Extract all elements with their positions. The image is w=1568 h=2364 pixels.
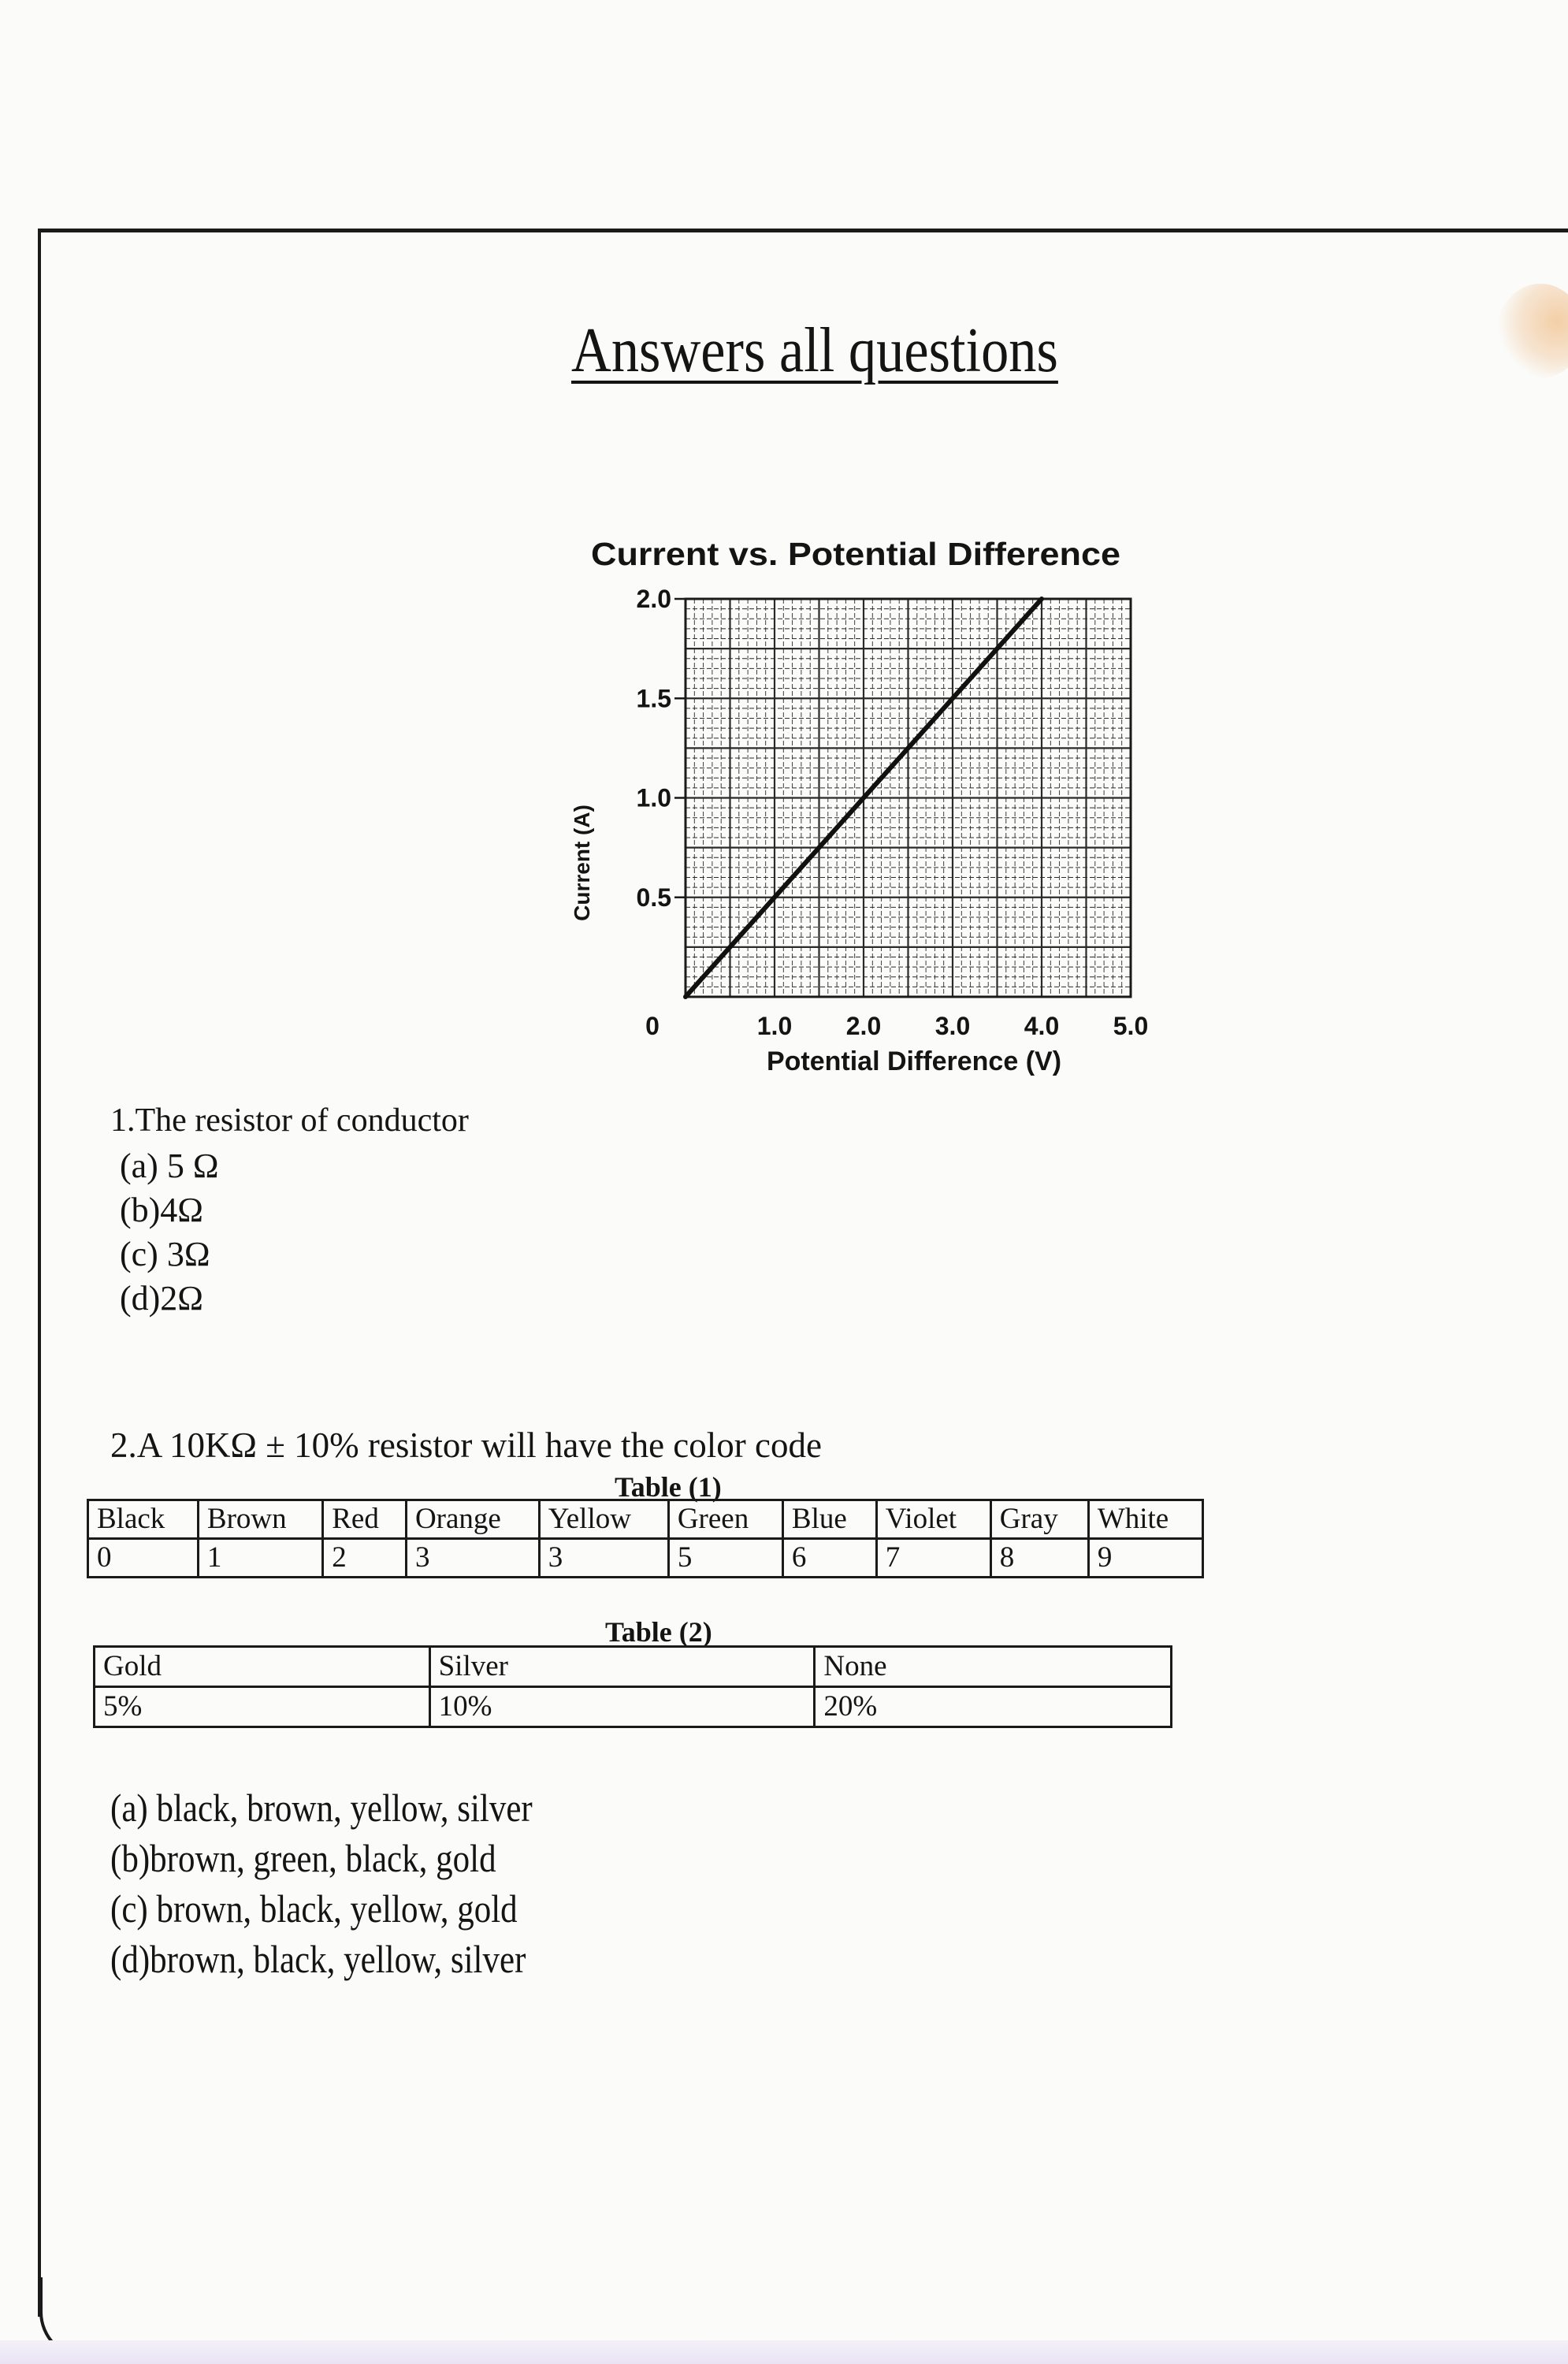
chart-x-axis-label: Potential Difference (V): [766, 1046, 1062, 1076]
question-2-option-c[interactable]: (c) brown, black, yellow, gold: [110, 1886, 518, 1931]
table-cell: Silver: [429, 1647, 815, 1687]
page-frame-left: [38, 229, 41, 2317]
table-cell: Yellow: [539, 1500, 668, 1539]
current-voltage-chart: [544, 524, 1174, 1091]
table-cell: 2: [323, 1539, 407, 1578]
y-tick-label: 2.0: [636, 585, 671, 613]
y-tick-label: 1.5: [636, 684, 671, 713]
question-1-options: [120, 1144, 219, 1321]
question-1-text: 1.The resistor of conductor: [110, 1102, 469, 1139]
table-cell: 9: [1088, 1539, 1202, 1578]
chart-ticks: [637, 585, 1149, 1040]
table-cell: 20%: [815, 1687, 1172, 1727]
table-cell: Brown: [198, 1500, 322, 1539]
tolerance-values-row: [95, 1687, 1172, 1727]
table-cell: None: [815, 1647, 1172, 1687]
chart-title: Current vs. Potential Difference: [591, 536, 1120, 572]
table-cell: 10%: [429, 1687, 815, 1727]
color-code-values-row: [88, 1539, 1203, 1578]
question-2-options: [110, 1782, 533, 1984]
color-code-colors-row: [88, 1500, 1203, 1539]
table-cell: 6: [782, 1539, 876, 1578]
chart-y-axis-label: Current (A): [570, 805, 594, 921]
x-tick-label: 0: [645, 1012, 660, 1040]
x-tick-label: 1.0: [756, 1012, 793, 1040]
question-1-option-b[interactable]: (b)4Ω: [120, 1191, 204, 1229]
question-1-option-c[interactable]: (c) 3Ω: [120, 1235, 210, 1273]
table-cell: Gray: [990, 1500, 1088, 1539]
table-cell: 8: [990, 1539, 1088, 1578]
table-cell: 5%: [95, 1687, 430, 1727]
table-cell: Orange: [406, 1500, 539, 1539]
table-cell: Green: [668, 1500, 782, 1539]
x-tick-label: 3.0: [934, 1012, 971, 1040]
tolerance-table: [93, 1645, 1172, 1728]
question-2-option-b[interactable]: (b)brown, green, black, gold: [110, 1836, 496, 1880]
chart-svg: [544, 524, 1174, 1091]
x-tick-label: 2.0: [845, 1012, 882, 1040]
page-bottom-tint: [0, 2340, 1568, 2364]
table-2-caption: Table (2): [605, 1616, 712, 1648]
table-cell: 3: [539, 1539, 668, 1578]
table-cell: Violet: [876, 1500, 990, 1539]
page-frame-top: [38, 229, 1568, 232]
x-tick-label: 4.0: [1024, 1012, 1060, 1040]
table-cell: 0: [88, 1539, 199, 1578]
tolerance-colors-row: [95, 1647, 1172, 1687]
table-cell: White: [1088, 1500, 1202, 1539]
table-1-caption: Table (1): [615, 1471, 722, 1503]
table-cell: 1: [198, 1539, 322, 1578]
table-cell: 3: [406, 1539, 539, 1578]
table-cell: Gold: [95, 1647, 430, 1687]
question-2-text: 2.A 10KΩ ± 10% resistor will have the color code: [110, 1425, 822, 1465]
chart-grid: [686, 599, 1131, 997]
table-cell: Blue: [782, 1500, 876, 1539]
y-tick-label: 1.0: [636, 783, 671, 812]
color-code-table: [87, 1499, 1204, 1578]
table-cell: 5: [668, 1539, 782, 1578]
question-1-option-d[interactable]: (d)2Ω: [120, 1279, 204, 1318]
x-tick-label: 5.0: [1113, 1012, 1149, 1040]
page-smudge: [1497, 284, 1568, 378]
table-cell: 7: [876, 1539, 990, 1578]
y-tick-label: 0.5: [636, 883, 671, 912]
page-title: Answers all questions: [571, 316, 1058, 385]
question-2-option-d[interactable]: (d)brown, black, yellow, silver: [110, 1937, 526, 1981]
question-2-option-a[interactable]: (a) black, brown, yellow, silver: [110, 1786, 533, 1830]
table-cell: Red: [323, 1500, 407, 1539]
table-cell: Black: [88, 1500, 199, 1539]
question-1-option-a[interactable]: (a) 5 Ω: [120, 1147, 219, 1185]
